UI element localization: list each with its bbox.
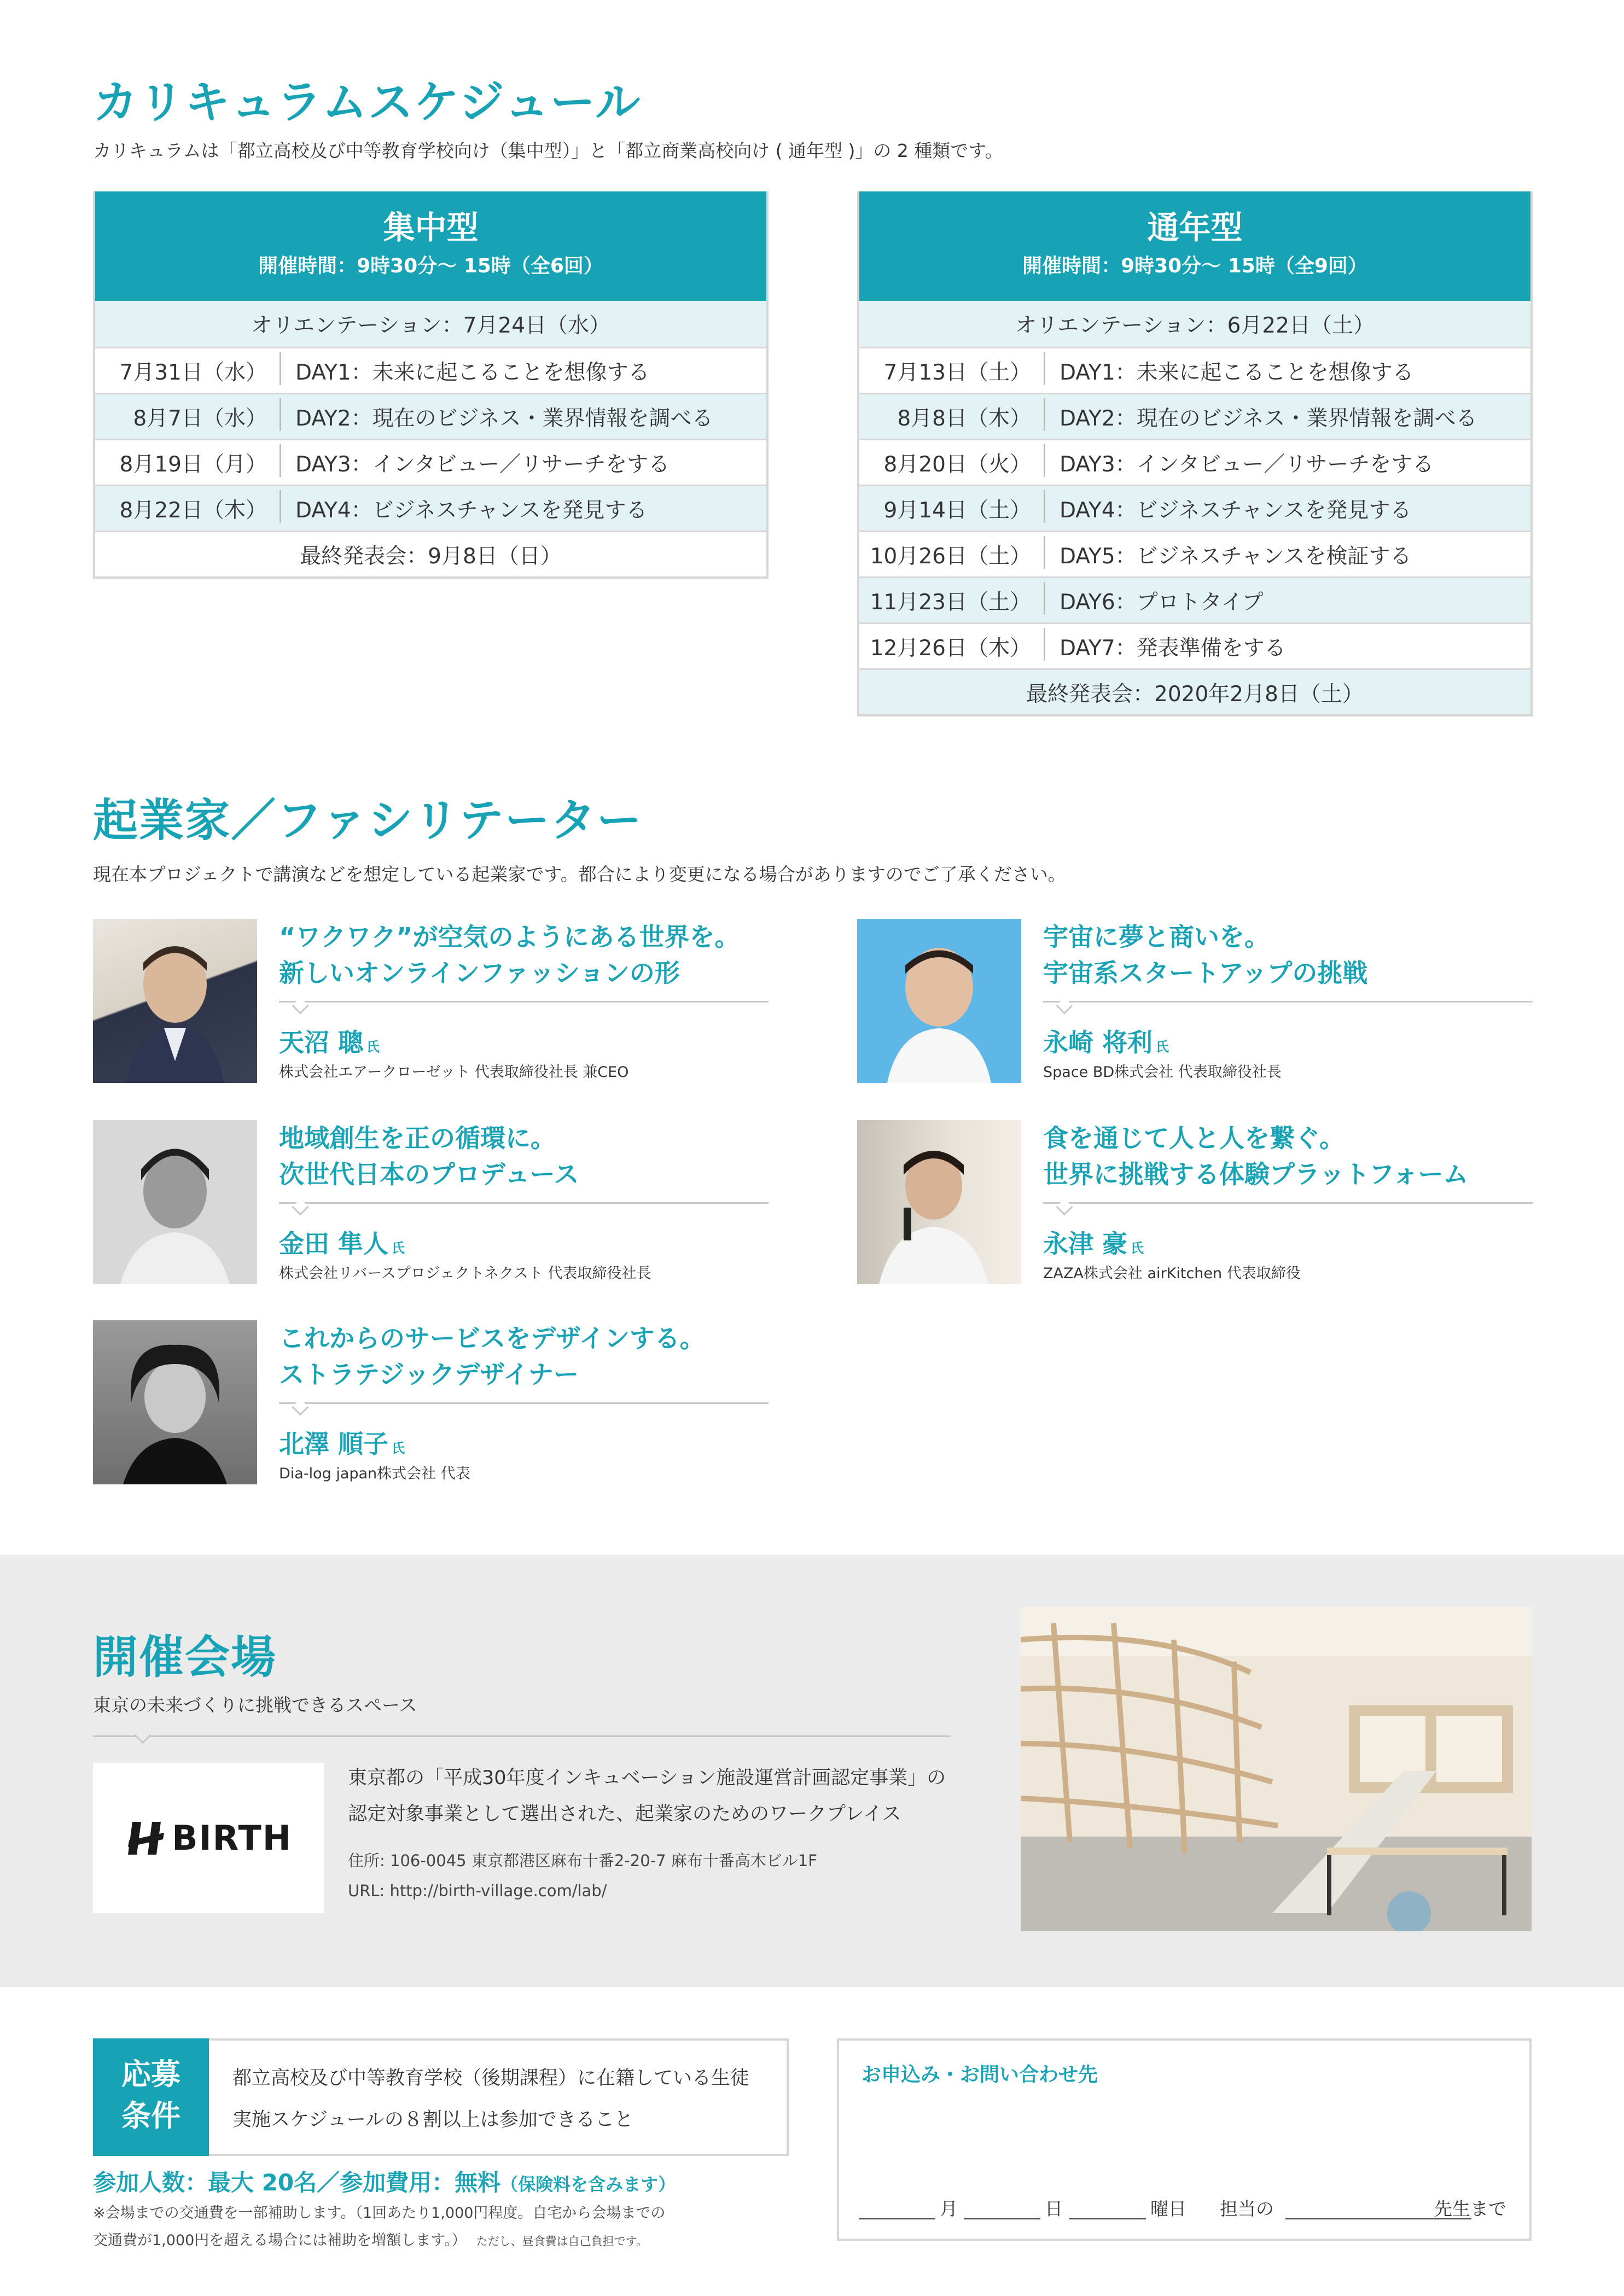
venue-description: 東京都の「平成30年度インキュベーション施設運営計画認定事業」の 認定対象事業として選出された、起業家のためのワークプレイス: [348, 1767, 946, 1825]
birth-logo-icon: [125, 1816, 168, 1860]
facilitator-tagline-2: ストラテジックデザイナー: [279, 1360, 579, 1389]
contact-title: お申込み・お問い合わせ先: [862, 2064, 1098, 2086]
curriculum-subtitle: カリキュラムは「都立高校及び中等教育学校向け（集中型）」と「都立商業高校向け ( 通年型 )」の 2 種類です。: [93, 140, 1003, 161]
table-row: 11月23日（土） DAY6：プロトタイプ: [859, 576, 1530, 622]
facilitators-title: 起業家／ファシリテーター: [93, 795, 643, 847]
venue-title: 開催会場: [93, 1631, 277, 1683]
venue-photo: [1021, 1607, 1532, 1931]
facilitator-photo: [857, 1120, 1021, 1284]
application-conditions: 都立高校及び中等教育学校（後期課程）に在籍している生徒 実施スケジュールの８割以上は参加できること: [232, 2067, 750, 2131]
table-row: 8月22日（木） DAY4：ビジネスチャンスを発見する: [95, 485, 766, 531]
weekday-blank[interactable]: [1069, 2218, 1146, 2219]
yearround-orientation: オリエンテーション：6月22日（土）: [859, 301, 1530, 347]
contact-fill-line: 月 日 曜日 担当の 先生まで: [859, 2190, 1515, 2223]
facilitator-tagline-1: 食を通じて人と人を繋ぐ。: [1043, 1123, 1345, 1153]
facilitator-card: [93, 1320, 769, 1484]
curriculum-title: カリキュラムスケジュール: [93, 77, 642, 129]
intensive-hours: 開催時間：9時30分～ 15時（全6回）: [258, 255, 603, 277]
table-row: 12月26日（木） DAY7：発表準備をする: [859, 622, 1530, 668]
table-row: 8月20日（火） DAY3：インタビュー／リサーチをする: [859, 439, 1530, 485]
facilitator-tagline-2: 世界に挑戦する体験プラットフォーム: [1043, 1159, 1469, 1189]
venue-address: 住所: 106-0045 東京都港区麻布十番2-20-7 麻布十番高木ビル1F: [348, 1851, 817, 1870]
facilitator-photo: [857, 919, 1021, 1083]
facilitator-org: 株式会社リバースプロジェクトネクスト 代表取締役社長: [279, 1265, 651, 1282]
facilitator-card: [857, 919, 1533, 1083]
table-row: 8月8日（木） DAY2：現在のビジネス・業界情報を調べる: [859, 393, 1530, 439]
facilitator-tagline-1: “ワクワク”が空気のようにある世界を。: [279, 922, 740, 952]
facilitator-photo: [93, 1320, 257, 1484]
table-row: 9月14日（土） DAY4：ビジネスチャンスを発見する: [859, 485, 1530, 531]
facilitator-card: [857, 1120, 1533, 1284]
facilitator-tagline-1: これからのサービスをデザインする。: [279, 1324, 705, 1353]
facilitator-tagline-1: 地域創生を正の循環に。: [279, 1123, 556, 1153]
facilitator-name: 永津 豪 氏: [1043, 1229, 1144, 1258]
birth-logo: [93, 1763, 324, 1913]
facilitator-name: 北澤 順子 氏: [279, 1429, 405, 1459]
facilitator-tagline-1: 宇宙に夢と商いを。: [1043, 922, 1270, 952]
facilitator-org: Space BD株式会社 代表取締役社長: [1043, 1064, 1282, 1081]
facilitator-card: [93, 919, 769, 1083]
facilitator-tagline-2: 宇宙系スタートアップの挑戦: [1043, 958, 1368, 988]
facilitator-card: [93, 1120, 769, 1284]
transport-note: ※会場までの交通費を一部補助します。（1回あたり1,000円程度。自宅から会場までの 交通費が1,000円を超える場合には補助を増額します。） ただし、昼食費は自己負担です。: [93, 2205, 666, 2249]
venue-subtitle: 東京の未来づくりに挑戦できるスペース: [93, 1694, 417, 1716]
venue-url[interactable]: URL: http://birth-village.com/lab/: [348, 1881, 607, 1900]
facilitator-tagline-2: 次世代日本のプロデュース: [279, 1159, 579, 1189]
month-blank[interactable]: [859, 2218, 935, 2219]
facilitator-photo: [93, 1120, 257, 1284]
intensive-final: 最終発表会：9月8日（日）: [95, 531, 766, 576]
facilitator-name: 永崎 将利 氏: [1043, 1028, 1169, 1057]
facilitator-org: 株式会社エアークローゼット 代表取締役社長 兼CEO: [279, 1064, 629, 1081]
table-row: 8月7日（水） DAY2：現在のビジネス・業界情報を調べる: [95, 393, 766, 439]
table-row: 7月13日（土） DAY1：未来に起こることを想像する: [859, 347, 1530, 393]
intensive-title: 集中型: [383, 209, 479, 246]
facilitator-photo: [93, 919, 257, 1083]
facilitator-org: ZAZA株式会社 airKitchen 代表取締役: [1043, 1265, 1301, 1282]
application-label: 応募 条件: [93, 2038, 209, 2156]
table-row: 8月19日（月） DAY3：インタビュー／リサーチをする: [95, 439, 766, 485]
birth-logo-text: BIRTH: [172, 1818, 292, 1858]
facilitator-name: 金田 隼人 氏: [279, 1229, 405, 1258]
day-blank[interactable]: [964, 2218, 1040, 2219]
table-row: 7月31日（水） DAY1：未来に起こることを想像する: [95, 347, 766, 393]
intensive-orientation: オリエンテーション：7月24日（水）: [95, 301, 766, 347]
facilitator-org: Dia-log japan株式会社 代表: [279, 1465, 470, 1482]
yearround-final: 最終発表会：2020年2月8日（土）: [859, 668, 1530, 714]
table-row: 10月26日（土） DAY5：ビジネスチャンスを検証する: [859, 531, 1530, 576]
yearround-title: 通年型: [1147, 209, 1243, 246]
capacity-fee: 参加人数：最大 20名／参加費用：無料（保険料を含みます）: [93, 2169, 676, 2196]
facilitators-subtitle: 現在本プロジェクトで講演などを想定している起業家です。都合により変更になる場合がありますのでご了承ください。: [93, 864, 1066, 885]
yearround-schedule-table: [857, 191, 1533, 716]
yearround-hours: 開催時間：9時30分～ 15時（全9回）: [1022, 255, 1367, 277]
facilitator-name: 天沼 聰 氏: [279, 1028, 380, 1057]
facilitator-tagline-2: 新しいオンラインファッションの形: [279, 958, 680, 988]
intensive-schedule-table: [93, 191, 769, 579]
